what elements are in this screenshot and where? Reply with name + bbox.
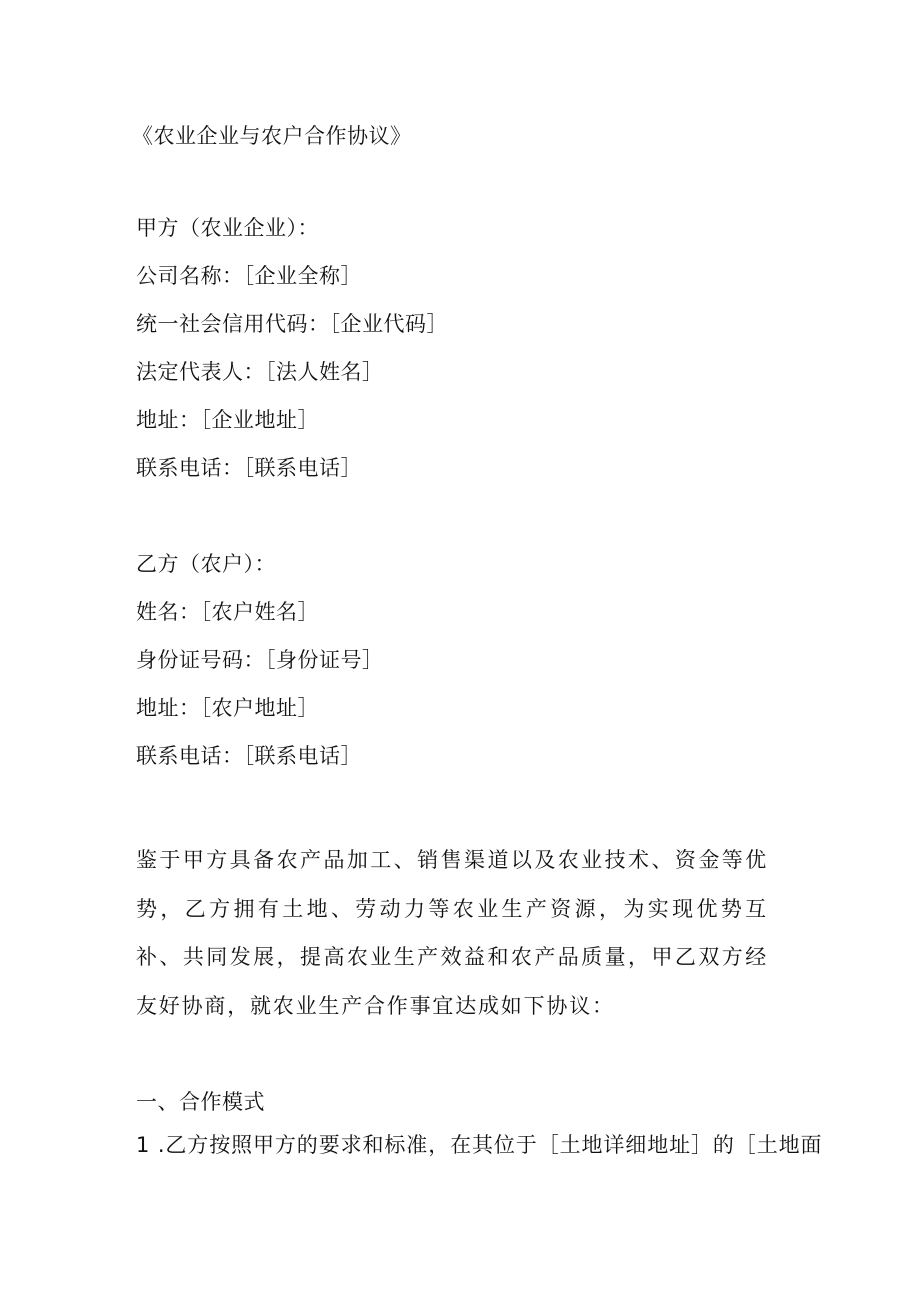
preamble-paragraph: 鉴于甲方具备农产品加工、销售渠道以及农业技术、资金等优势，乙方拥有土地、劳动力等农业生产资源，为实现优势互补、共同发展，提高农业生产效益和农产品质量，甲乙双方经友好协商，就农业生产合作事宜达成如下协议： <box>136 848 768 1018</box>
party-b-id-number: 身份证号码：［身份证号］ <box>136 648 384 672</box>
document-title: 《农业企业与农户合作协议》 <box>132 124 412 148</box>
party-b-name: 姓名：［农户姓名］ <box>136 600 319 624</box>
section-1-clause-1: 1 .乙方按照甲方的要求和标准，在其位于［土地详细地址］的［土地面 <box>136 1133 823 1157</box>
party-a-phone: 联系电话：［联系电话］ <box>136 456 362 480</box>
party-b-address: 地址：［农户地址］ <box>136 696 319 720</box>
party-a-credit-code: 统一社会信用代码：［企业代码］ <box>136 312 448 336</box>
section-1-heading: 一、合作模式 <box>136 1090 265 1114</box>
party-a-legal-rep: 法定代表人：［法人姓名］ <box>136 360 384 384</box>
party-b-phone: 联系电话：［联系电话］ <box>136 744 362 768</box>
party-b-heading: 乙方（农户）： <box>136 552 276 576</box>
party-a-company-name: 公司名称：［企业全称］ <box>136 264 362 288</box>
party-a-address: 地址：［企业地址］ <box>136 408 319 432</box>
party-a-heading: 甲方（农业企业）： <box>136 216 319 240</box>
